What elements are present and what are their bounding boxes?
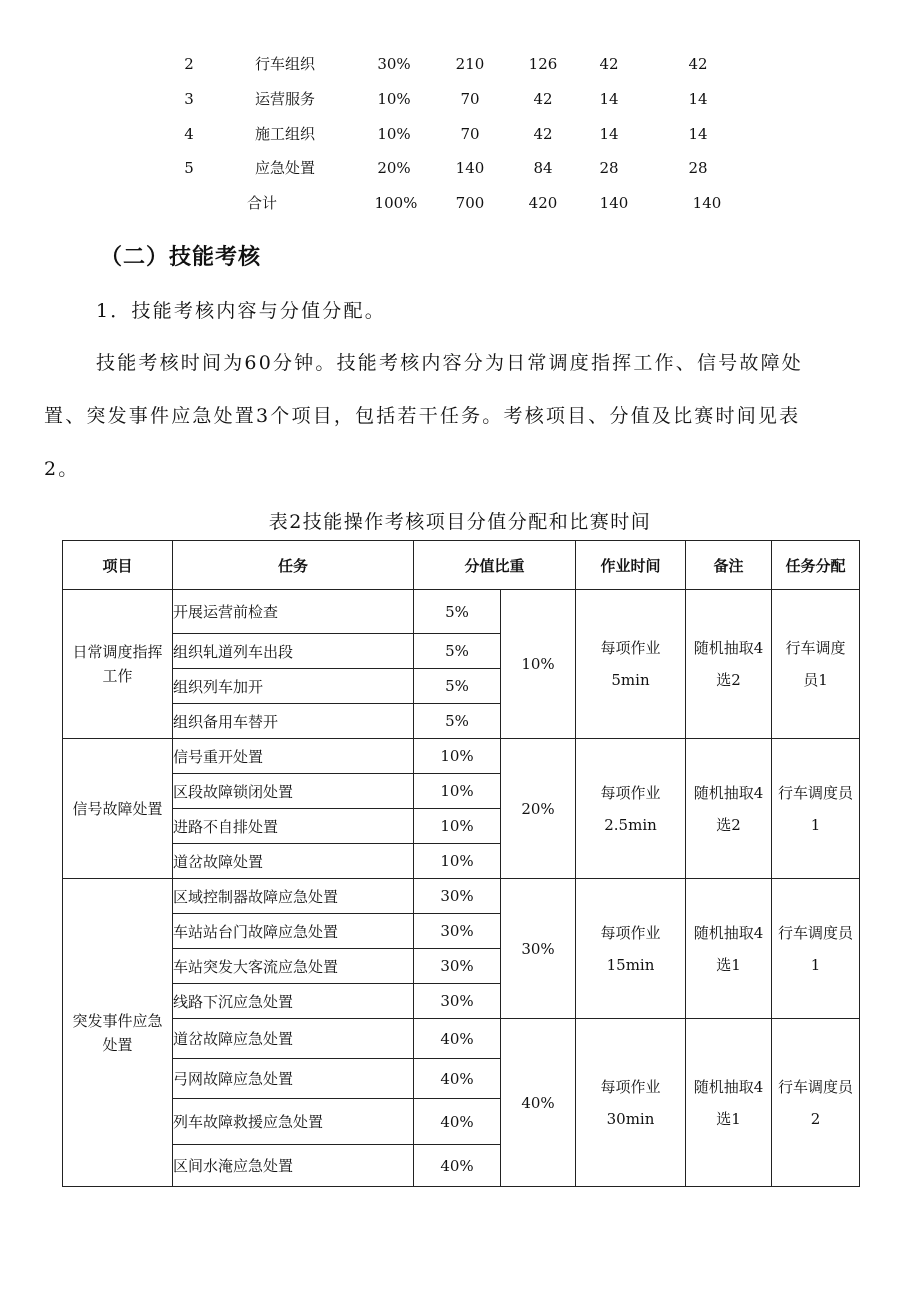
header-project: 项目 <box>63 541 173 590</box>
score-name: 行车组织 <box>254 55 316 73</box>
project-cell: 信号故障处置 <box>63 739 173 879</box>
score-total-c3: 140 <box>599 194 629 212</box>
task-cell: 弓网故障应急处置 <box>173 1059 414 1099</box>
assign-text: 行车调度员1 <box>778 783 854 834</box>
score-c3: 14 <box>599 125 619 143</box>
project-label: 日常调度指挥工作 <box>72 643 163 685</box>
task-cell: 道岔故障处置 <box>173 844 414 879</box>
assign-cell <box>772 1019 860 1187</box>
group-score: 20% <box>501 739 576 879</box>
task-score: 5% <box>414 704 501 739</box>
task-cell: 进路不自排处置 <box>173 809 414 844</box>
score-c2: 42 <box>533 125 553 143</box>
score-pct: 10% <box>377 125 411 143</box>
work-time <box>576 739 686 879</box>
task-score: 10% <box>414 739 501 774</box>
task-cell: 组织备用车替开 <box>173 704 414 739</box>
score-total-label: 合计 <box>246 194 278 212</box>
score-no: 3 <box>184 90 194 108</box>
task-cell: 开展运营前检查 <box>173 590 414 634</box>
work-time-text: 每项作业30min <box>600 1077 661 1128</box>
assign-text: 行车调度员1 <box>785 639 846 689</box>
assign-cell <box>772 739 860 879</box>
score-c4: 14 <box>688 90 708 108</box>
assign-text: 行车调度员2 <box>778 1077 854 1128</box>
score-c2: 126 <box>528 55 558 73</box>
score-c1: 140 <box>455 159 485 177</box>
task-score: 10% <box>414 774 501 809</box>
paragraph-line: 2。 <box>44 458 80 480</box>
task-score: 5% <box>414 669 501 704</box>
score-name: 施工组织 <box>254 125 316 143</box>
score-name: 应急处置 <box>254 159 316 177</box>
score-c2: 84 <box>533 159 553 177</box>
paragraph-line: 置、突发事件应急处置3个项目，包括若干任务。考核项目、分值及比赛时间见表 <box>44 405 801 427</box>
task-score: 5% <box>414 590 501 634</box>
score-c2: 42 <box>533 90 553 108</box>
work-time-text: 每项作业2.5min <box>600 783 661 834</box>
task-score: 30% <box>414 914 501 949</box>
assign-cell <box>772 590 860 739</box>
header-task: 任务 <box>173 541 414 590</box>
task-cell: 组织列车加开 <box>173 669 414 704</box>
task-score: 40% <box>414 1019 501 1059</box>
project-cell <box>63 879 173 1187</box>
task-score: 30% <box>414 949 501 984</box>
table-row <box>63 879 860 914</box>
group-score: 10% <box>501 590 576 739</box>
score-c3: 28 <box>599 159 619 177</box>
task-cell: 区域控制器故障应急处置 <box>173 879 414 914</box>
task-score: 10% <box>414 809 501 844</box>
project-cell <box>63 590 173 739</box>
table-row <box>63 1019 860 1059</box>
note-text: 随机抽取4选1 <box>693 1077 764 1128</box>
group-score: 40% <box>501 1019 576 1187</box>
work-time <box>576 1019 686 1187</box>
task-score: 5% <box>414 634 501 669</box>
task-cell: 列车故障救援应急处置 <box>173 1099 414 1145</box>
work-time-text: 每项作业5min <box>600 639 661 689</box>
score-c3: 42 <box>599 55 619 73</box>
header-assign: 任务分配 <box>772 541 860 590</box>
score-c4: 14 <box>688 125 708 143</box>
score-no: 5 <box>184 159 194 177</box>
score-c1: 70 <box>460 90 480 108</box>
table-caption: 表2技能操作考核项目分值分配和比赛时间 <box>268 511 652 533</box>
work-time <box>576 590 686 739</box>
score-total-row <box>0 191 920 215</box>
table-header-row <box>63 541 860 590</box>
score-row <box>0 52 920 76</box>
task-cell: 线路下沉应急处置 <box>173 984 414 1019</box>
score-c1: 70 <box>460 125 480 143</box>
task-score: 10% <box>414 844 501 879</box>
score-no: 2 <box>184 55 194 73</box>
header-note: 备注 <box>686 541 772 590</box>
score-row <box>0 156 920 180</box>
group-score: 30% <box>501 879 576 1019</box>
score-row <box>0 122 920 146</box>
score-c4: 28 <box>688 159 708 177</box>
score-c4: 42 <box>688 55 708 73</box>
assign-text: 行车调度员1 <box>778 923 854 974</box>
score-total-c4: 140 <box>692 194 722 212</box>
score-pct: 20% <box>377 159 411 177</box>
task-cell: 区间水淹应急处置 <box>173 1145 414 1187</box>
score-c1: 210 <box>455 55 485 73</box>
note-cell <box>686 739 772 879</box>
table-row <box>63 739 860 774</box>
note-text: 随机抽取4选2 <box>693 783 764 834</box>
work-time <box>576 879 686 1019</box>
task-cell: 组织轧道列车出段 <box>173 634 414 669</box>
task-score: 40% <box>414 1145 501 1187</box>
note-text: 随机抽取4选1 <box>693 923 764 974</box>
table-row <box>63 590 860 634</box>
note-text: 随机抽取4选2 <box>693 639 764 689</box>
task-cell: 道岔故障应急处置 <box>173 1019 414 1059</box>
header-time: 作业时间 <box>576 541 686 590</box>
header-score: 分值比重 <box>414 541 576 590</box>
task-cell: 区段故障锁闭处置 <box>173 774 414 809</box>
note-cell <box>686 879 772 1019</box>
score-total-c1: 700 <box>455 194 485 212</box>
item-1-heading: 1．技能考核内容与分值分配。 <box>96 300 386 322</box>
section-heading: （二）技能考核 <box>100 245 262 270</box>
score-pct: 30% <box>377 55 411 73</box>
task-score: 30% <box>414 879 501 914</box>
score-c3: 14 <box>599 90 619 108</box>
score-name: 运营服务 <box>254 90 316 108</box>
task-cell: 信号重开处置 <box>173 739 414 774</box>
task-score: 40% <box>414 1099 501 1145</box>
task-cell: 车站突发大客流应急处置 <box>173 949 414 984</box>
task-cell: 车站站台门故障应急处置 <box>173 914 414 949</box>
score-total-c2: 420 <box>528 194 558 212</box>
task-score: 40% <box>414 1059 501 1099</box>
note-cell <box>686 1019 772 1187</box>
skill-assessment-table <box>62 540 860 1187</box>
work-time-text: 每项作业15min <box>600 923 661 974</box>
paragraph-line: 技能考核时间为60分钟。技能考核内容分为日常调度指挥工作、信号故障处 <box>96 352 803 374</box>
task-score: 30% <box>414 984 501 1019</box>
score-row <box>0 87 920 111</box>
score-pct: 10% <box>377 90 411 108</box>
note-cell <box>686 590 772 739</box>
score-total-pct: 100% <box>374 194 418 212</box>
score-no: 4 <box>184 125 194 143</box>
assign-cell <box>772 879 860 1019</box>
project-label: 突发事件应急处置 <box>72 1011 163 1054</box>
